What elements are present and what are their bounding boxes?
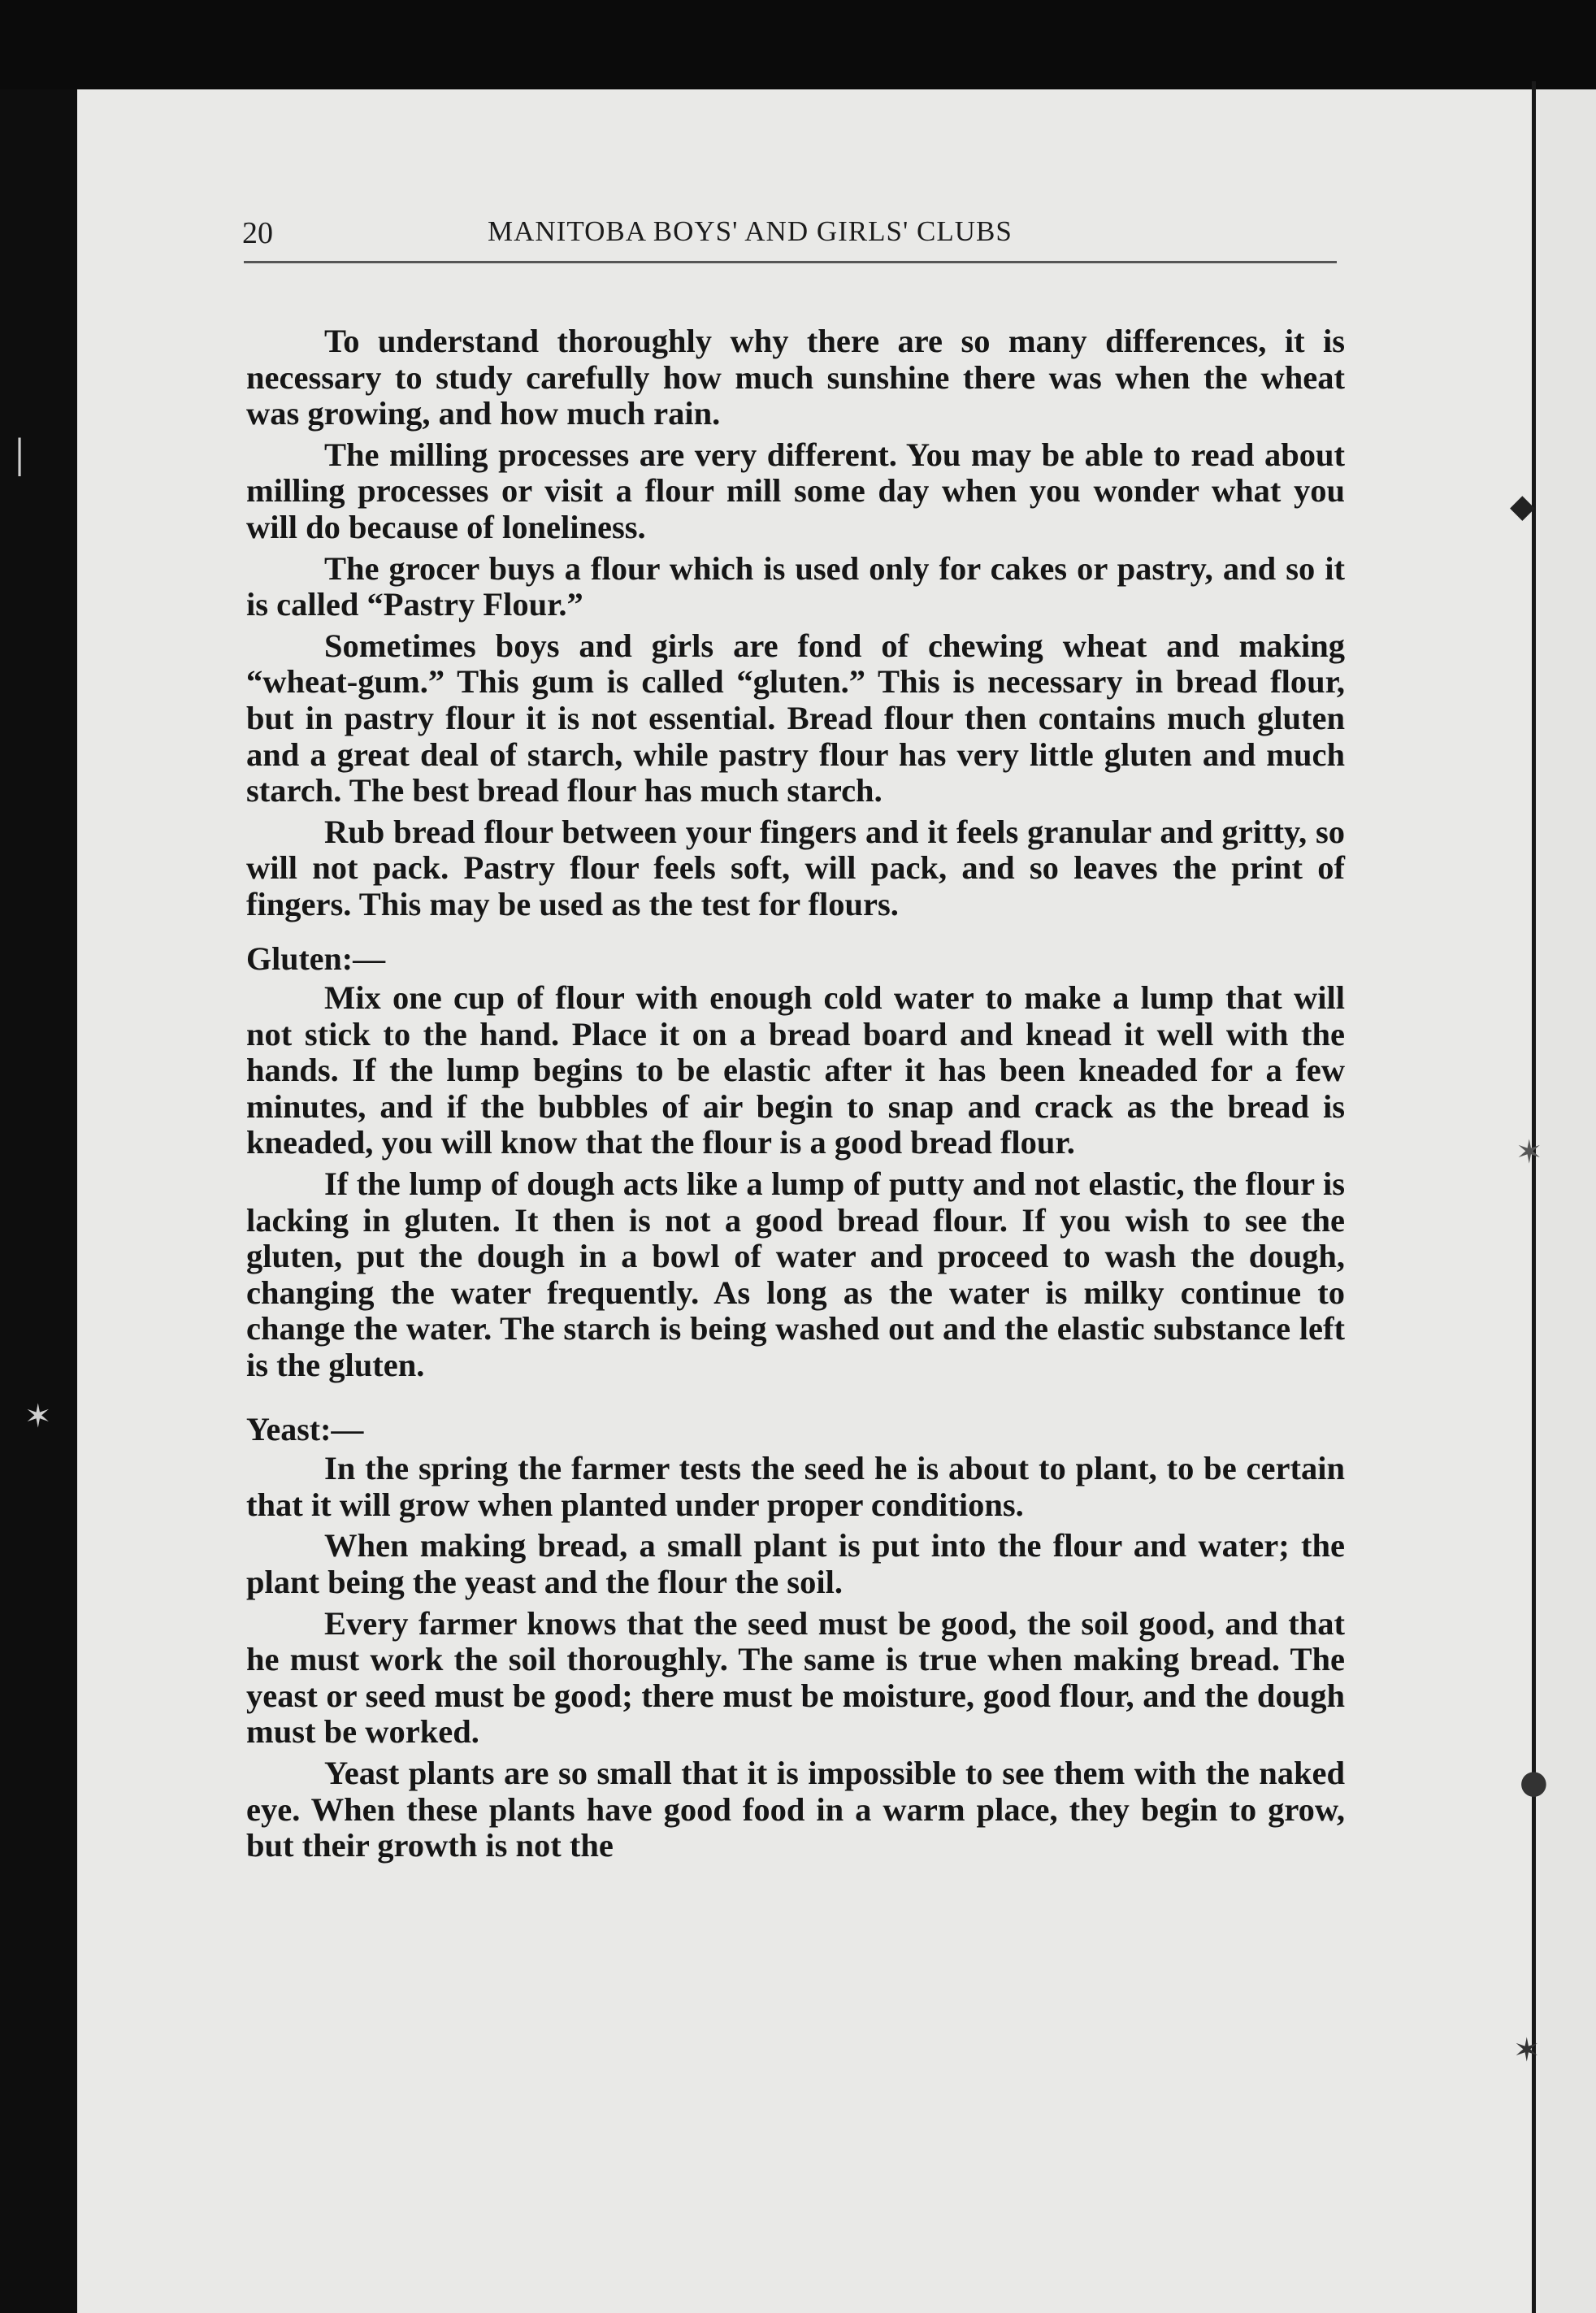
speck-mark: │ bbox=[10, 439, 30, 476]
section-heading-yeast: Yeast:— bbox=[246, 1410, 364, 1447]
paragraph: The grocer buys a flour which is used only for cakes or pastry, and so it is called “Pastry Flour.” bbox=[246, 549, 1345, 623]
paragraph: When making bread, a small plant is put into the flour and water; the plant being the yeast and the flour the soil. bbox=[246, 1527, 1345, 1600]
speck-mark: ◆ bbox=[1510, 488, 1535, 525]
paragraph: If the lump of dough acts like a lump of putty and not elastic, the flour is lacking in gluten. It then is not a good bread flour. If you wish to see the gluten, put the dough in a bowl of water and proceed to wash the dough, changing the water frequently. As long as the water is milky continue to change the water. The starch is being washed out and the elastic substance left is the gluten. bbox=[246, 1165, 1345, 1384]
speck-mark: ✶ bbox=[1513, 2032, 1541, 2069]
page-number: 20 bbox=[242, 216, 273, 250]
speck-mark: ● bbox=[1520, 1764, 1548, 1801]
paragraph: Mix one cup of flour with enough cold water to make a lump that will not stick to the hand. Place it on a bread board and knead it well with the hands. If the lump begins to be elastic after it has been kneaded for a few minutes, and if the bubbles of air begin to snap and crack as the bread is kneaded, you will know that the flour is a good bread flour. bbox=[246, 979, 1345, 1161]
paragraph: Rub bread flour between your fingers and it feels granular and gritty, so will not pack. Pastry flour feels soft, will pack, and so leaves the print of fingers. This may be used as the test for flours. bbox=[246, 813, 1345, 922]
paragraph: To understand thoroughly why there are so many differences, it is necessary to study carefully how much sunshine there was when the wheat was growing, and how much rain. bbox=[246, 323, 1345, 432]
scan-left-border bbox=[0, 89, 77, 2313]
speck-mark: ✶ bbox=[24, 1398, 52, 1435]
speck-mark: ✶ bbox=[1516, 1134, 1543, 1171]
running-head: MANITOBA BOYS' AND GIRLS' CLUBS bbox=[488, 215, 1013, 247]
page-gutter bbox=[1540, 89, 1596, 2313]
paragraph: Yeast plants are so small that it is impossible to see them with the naked eye. When these plants have good food in a warm place, they begin to grow, but their growth is not the bbox=[246, 1754, 1345, 1864]
paragraph: In the spring the farmer tests the seed he is about to plant, to be certain that it will grow when planted under proper conditions. bbox=[246, 1450, 1345, 1523]
paragraph: Every farmer knows that the seed must be good, the soil good, and that he must work the soil thoroughly. The same is true when making bread. The yeast or seed must be good; there must be moisture, good flour, and the dough must be worked. bbox=[246, 1604, 1345, 1751]
page-header bbox=[244, 215, 1337, 263]
binding-line bbox=[1532, 81, 1536, 2313]
body-text bbox=[246, 323, 1345, 1869]
section-heading-gluten: Gluten:— bbox=[246, 940, 386, 977]
scan-top-border bbox=[0, 0, 1596, 89]
paragraph: Sometimes boys and girls are fond of chewing wheat and making “wheat-gum.” This gum is called “gluten.” This is necessary in bread flour, but in pastry flour it is not essential. Bread flour then contains much gluten and a great deal of starch, while pastry flour has very little gluten and much starch. The best bread flour has much starch. bbox=[246, 627, 1345, 809]
paragraph: The milling processes are very different. You may be able to read about milling processes or visit a flour mill some day when you wonder what you will do because of loneliness. bbox=[246, 436, 1345, 545]
